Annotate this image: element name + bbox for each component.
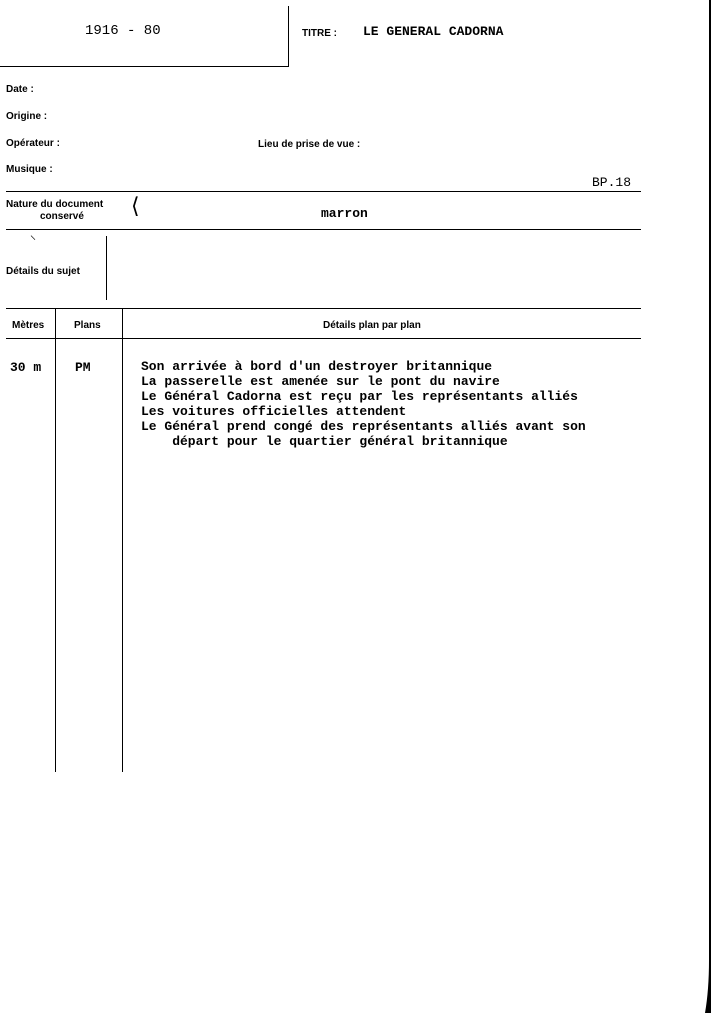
nature-label-1: Nature du document bbox=[6, 199, 104, 210]
table-column-divider-1 bbox=[55, 309, 56, 772]
details-sujet-bracket bbox=[106, 236, 107, 300]
titre-value: LE GENERAL CADORNA bbox=[363, 24, 504, 39]
detail-line: La passerelle est amenée sur le pont du navire bbox=[141, 374, 500, 389]
lieu-label: Lieu de prise de vue : bbox=[258, 139, 361, 150]
detail-line: Le Général prend congé des représentants alliés avant son bbox=[141, 419, 586, 434]
nature-value: marron bbox=[321, 206, 368, 221]
table-cell-metres: 30 m bbox=[10, 360, 42, 375]
operateur-label: Opérateur : bbox=[6, 138, 60, 149]
nature-label-2: conservé bbox=[40, 211, 84, 222]
page-edge-shadow bbox=[705, 0, 711, 1013]
table-header-divider bbox=[6, 338, 641, 339]
titre-label: TITRE : bbox=[302, 28, 337, 39]
detail-line: Les voitures officielles attendent bbox=[141, 404, 407, 419]
detail-line: Son arrivée à bord d'un destroyer britannique bbox=[141, 359, 493, 374]
nature-brace-icon: ⟨ bbox=[131, 194, 140, 219]
divider-2 bbox=[6, 229, 641, 230]
divider-3 bbox=[6, 308, 641, 309]
table-column-divider-2 bbox=[122, 309, 123, 772]
table-cell-details bbox=[141, 359, 631, 459]
period-value: 1916 - 80 bbox=[85, 23, 161, 39]
table-cell-plans: PM bbox=[75, 360, 91, 375]
header-box-right-border bbox=[288, 6, 289, 66]
origine-label: Origine : bbox=[6, 111, 48, 122]
date-label: Date : bbox=[6, 84, 34, 95]
pen-mark-icon: ⸌ bbox=[30, 233, 37, 247]
detail-line: départ pour le quartier général britannique bbox=[141, 434, 508, 449]
divider-1 bbox=[6, 191, 641, 192]
table-header-details: Détails plan par plan bbox=[323, 320, 421, 331]
detail-line: Le Général Cadorna est reçu par les représentants alliés bbox=[141, 389, 578, 404]
table-header-plans: Plans bbox=[74, 320, 101, 331]
reference-number: BP.18 bbox=[592, 175, 632, 190]
header-box-bottom-border bbox=[0, 66, 289, 67]
table-header-metres: Mètres bbox=[12, 320, 45, 331]
details-sujet-label: Détails du sujet bbox=[6, 266, 80, 277]
musique-label: Musique : bbox=[6, 164, 53, 175]
